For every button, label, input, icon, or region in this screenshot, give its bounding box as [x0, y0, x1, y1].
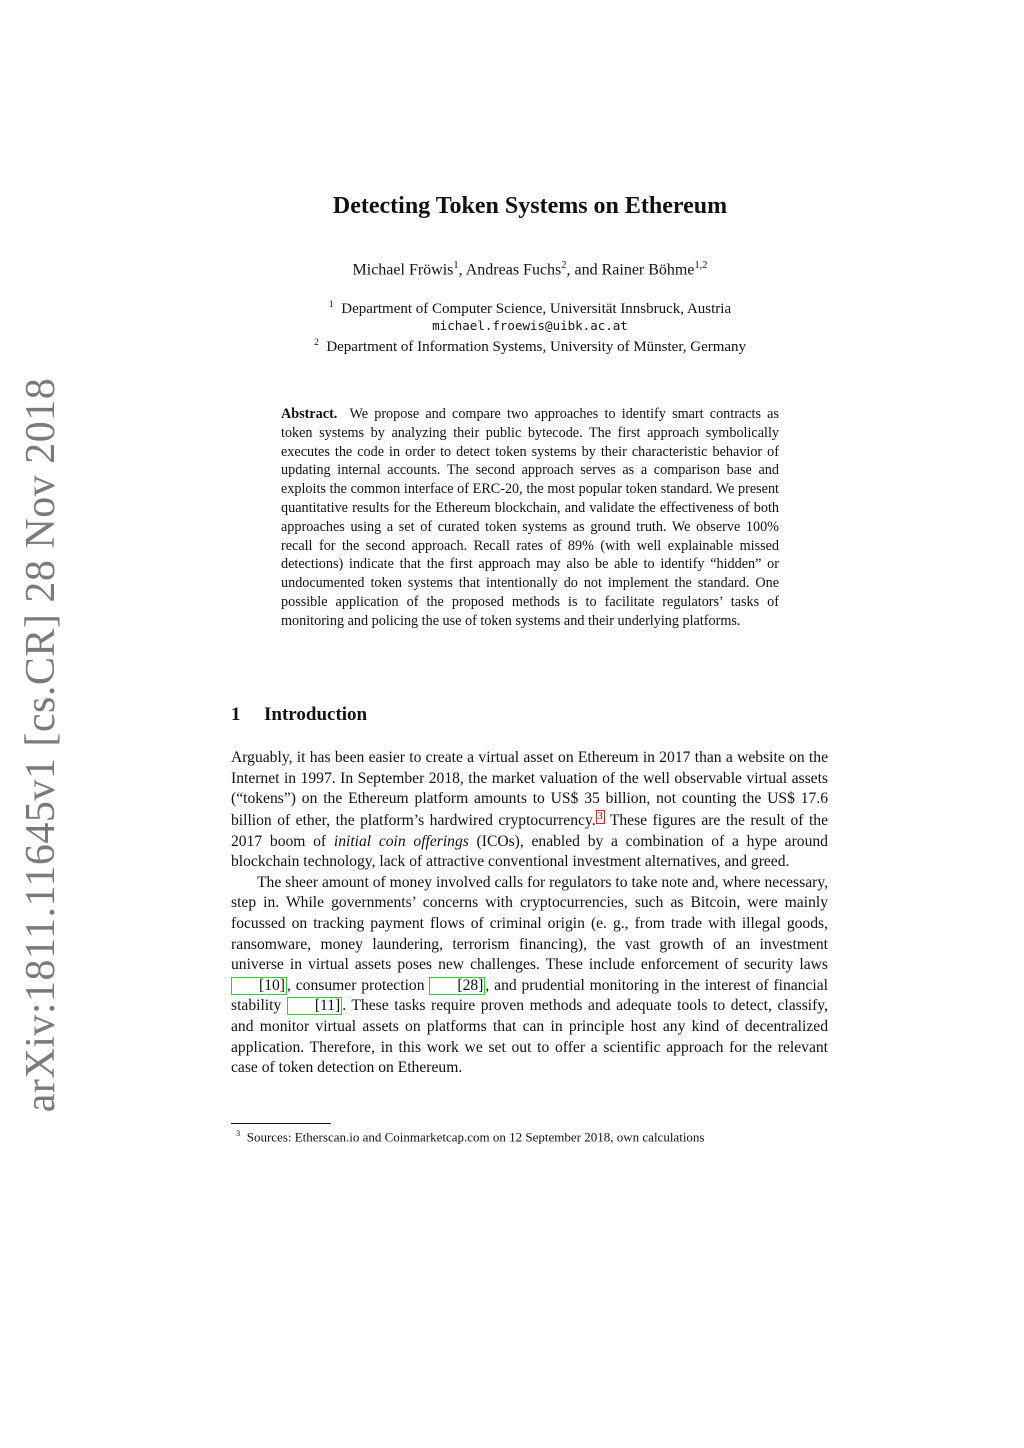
citation-link[interactable]: [11] — [287, 997, 342, 1015]
affiliation-mark: 2 — [313, 337, 319, 348]
paragraph-text: The sheer amount of money involved calls for regulators to take note and, where necessary, step in. While governments’ concerns with cryptocurrencies, such as Bitcoin, were mainly focussed on tracking payment flows of criminal origin (e. g., from trade with illegal goods, ransomware, money laundering, terrorism financing), the vast growth of an investment universe in virtual assets poses new challenges. These include enforcement of security laws — [231, 873, 828, 974]
paragraph-text: (ICOs), enabled by a combination of a hype around blockchain technology, lack of attractive conventional investment alternatives, and greed. — [231, 832, 828, 871]
footnote-link[interactable]: 3 — [597, 810, 603, 822]
citation-link[interactable]: [28] — [429, 977, 485, 995]
affiliation-mark: 1 — [328, 299, 334, 310]
author-affiliation-mark: 2 — [561, 260, 567, 271]
author-email[interactable]: michael.froewis@uibk.ac.at — [432, 318, 628, 333]
footnote — [236, 1128, 836, 1145]
paragraph-text: These figures are the result of the 2017 boom of — [231, 811, 828, 850]
body-text — [231, 748, 828, 1079]
paragraph-text: Arguably, it has been easier to create a virtual asset on Ethereum in 2017 than a website on the Internet in 1997. In September 2018, the market valuation of the well observable virtual assets (“tokens”) on the Ethereum platform amounts to US$ 35 billion, not counting the US$ 17.6 billion of ether, the platform’s hardwired cryptocurrency. — [231, 749, 828, 829]
section-heading — [231, 704, 831, 726]
footnote-mark: 3 — [236, 1128, 241, 1138]
emphasized-term: initial coin offerings — [333, 832, 469, 850]
arxiv-sidebar — [6, 377, 76, 1113]
author-separator: , — [458, 261, 466, 279]
affiliation-2 — [0, 337, 1024, 356]
affiliation-text: Department of Information Systems, University of Münster, Germany — [326, 339, 747, 355]
section-title: Introduction — [264, 704, 368, 725]
affiliation-1 — [0, 299, 1024, 318]
arxiv-identifier: arXiv:1811.11645v1 [cs.CR] 28 Nov 2018 — [18, 377, 64, 1113]
abstract-label: Abstract. — [281, 406, 338, 422]
footnote-rule — [231, 1123, 331, 1124]
paper-title: Detecting Token Systems on Ethereum — [332, 193, 728, 219]
paragraph — [231, 748, 828, 873]
abstract-text: We propose and compare two approaches to identify smart contracts as token systems by analyzing their public bytecode. The first approach symbolically executes the code in order to detect token systems by their characteristic behavior of updating internal accounts. The second approach serves as a comparison base and exploits the common interface of ERC-20, the most popular token standard. We present quantitative results for the Ethereum blockchain, and validate the effectiveness of both approaches using a set of curated token systems as ground truth. We observe 100% recall for the second approach. Recall rates of 89% (with well explainable missed detections) indicate that the first approach may also be able to identify “hidden” or undocumented token systems that intentionally do not implement the standard. One possible application of the proposed methods is to facilitate regulators’ tasks of monitoring and policing the use of token systems and their underlying platforms. — [281, 406, 780, 629]
abstract — [281, 405, 779, 631]
affiliation-text: Department of Computer Science, Universität Innsbruck, Austria — [341, 301, 732, 317]
citation-link[interactable]: [10] — [231, 977, 287, 995]
author-name: Michael Fröwis — [352, 261, 454, 279]
paragraph-text: , and prudential monitoring in the interest of financial stability — [231, 976, 828, 1015]
author-list — [0, 260, 1024, 279]
section-number: 1 — [231, 704, 241, 725]
paragraph-text: . These tasks require proven methods and adequate tools to detect, classify, and monitor virtual assets on platforms that can in principle host any kind of decentralized application. Therefore, in this work we set out to offer a scientific approach for the relevant case of token detection on Ethereum. — [231, 997, 828, 1077]
author-separator: , and — [566, 261, 602, 279]
author-affiliation-mark: 1,2 — [694, 260, 708, 271]
paragraph-text: , consumer protection — [286, 976, 430, 994]
paragraph — [231, 873, 828, 1079]
footnote-text: Sources: Etherscan.io and Coinmarketcap.com on 12 September 2018, own calculations — [246, 1129, 705, 1145]
author-name: Andreas Fuchs — [465, 261, 562, 279]
author-name: Rainer Böhme — [601, 261, 695, 279]
author-affiliation-mark: 1 — [453, 260, 459, 271]
